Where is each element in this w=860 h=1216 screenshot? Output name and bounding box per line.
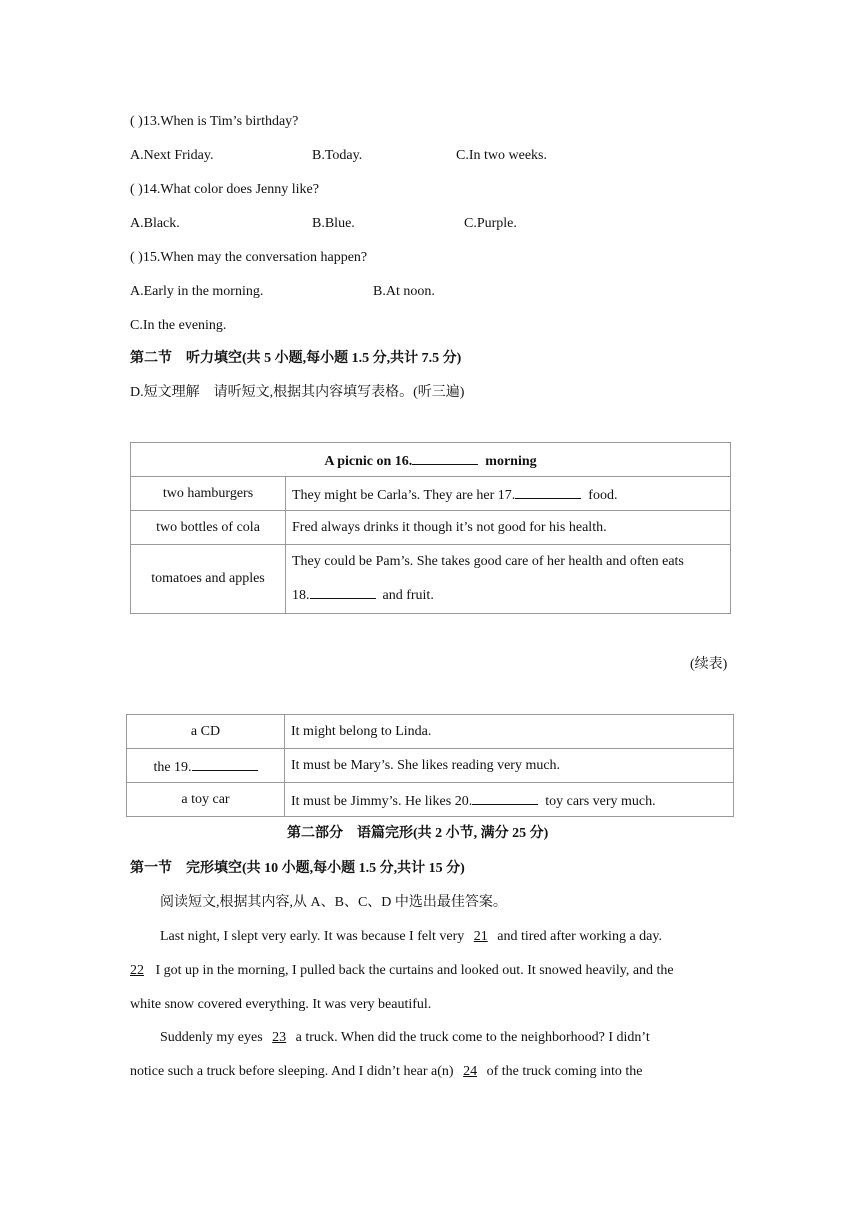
blank-20[interactable] — [472, 790, 538, 805]
desc-text: They might be Carla’s. They are her 17. — [292, 487, 516, 503]
table-continued — [126, 714, 734, 817]
table-row — [131, 477, 731, 511]
part-2-instruction: 阅读短文,根据其内容,从 A、B、C、D 中选出最佳答案。 — [160, 895, 507, 910]
passage-line — [130, 961, 674, 981]
passage-text: Suddenly my eyes — [160, 1030, 263, 1045]
question-13-stem: ( )13.When is Tim’s birthday? — [130, 114, 299, 129]
item-cell — [127, 749, 285, 783]
table-header-row — [131, 443, 731, 477]
q14-option-a[interactable]: A.Black. — [130, 216, 180, 231]
desc-cell: It might belong to Linda. — [285, 715, 734, 749]
item-cell: two hamburgers — [131, 477, 286, 511]
q13-option-c[interactable]: C.In two weeks. — [456, 148, 547, 163]
q15-option-b[interactable]: B.At noon. — [373, 284, 435, 299]
header-pre: A picnic on 16. — [324, 453, 413, 469]
q14-option-b[interactable]: B.Blue. — [312, 216, 355, 231]
section-2-title: 第二节 听力填空(共 5 小题,每小题 1.5 分,共计 7.5 分) — [130, 351, 462, 366]
table-row — [127, 783, 734, 817]
table-row — [127, 715, 734, 749]
continued-label: (续表) — [690, 657, 728, 672]
item-cell: tomatoes and apples — [131, 545, 286, 614]
q13-option-a[interactable]: A.Next Friday. — [130, 148, 214, 163]
desc-cell — [285, 783, 734, 817]
desc-text: It must be Jimmy’s. He likes 20. — [291, 793, 473, 809]
desc-text-post: food. — [588, 487, 618, 503]
blank-17[interactable] — [515, 484, 581, 499]
header-post: morning — [485, 453, 537, 469]
desc-line-2 — [292, 579, 724, 613]
desc-line-1: They could be Pam’s. She takes good care of her health and often eats — [292, 554, 684, 569]
blank-23[interactable]: 23 — [272, 1030, 287, 1045]
q15-option-a[interactable]: A.Early in the morning. — [130, 284, 264, 299]
desc-cell: It must be Mary’s. She likes reading very much. — [285, 749, 734, 783]
passage-text: a truck. When did the truck come to the neighborhood? I didn’t — [295, 1030, 650, 1045]
question-14-stem: ( )14.What color does Jenny like? — [130, 182, 319, 197]
passage-line — [160, 927, 662, 947]
item-cell: a toy car — [127, 783, 285, 817]
blank-21[interactable]: 21 — [473, 929, 488, 944]
passage-text: I got up in the morning, I pulled back the curtains and looked out. It snowed heavily, and the — [155, 963, 674, 978]
passage-text: Last night, I slept very early. It was because I felt very — [160, 929, 465, 944]
desc-text-post: and fruit. — [382, 588, 434, 603]
q13-option-b[interactable]: B.Today. — [312, 148, 363, 163]
blank-18[interactable] — [310, 584, 376, 599]
desc-text: 18. — [292, 588, 310, 603]
table-header — [131, 443, 731, 477]
table-row — [131, 545, 731, 614]
item-cell: two bottles of cola — [131, 511, 286, 545]
passage-line — [130, 1062, 643, 1082]
q14-option-c[interactable]: C.Purple. — [464, 216, 517, 231]
item-text: the 19. — [153, 759, 192, 775]
question-15-stem: ( )15.When may the conversation happen? — [130, 250, 368, 265]
blank-16[interactable] — [412, 450, 478, 465]
passage-text: of the truck coming into the — [486, 1064, 643, 1079]
blank-24[interactable]: 24 — [463, 1064, 478, 1079]
part-2-title: 第二部分 语篇完形(共 2 小节, 满分 25 分) — [287, 826, 549, 841]
table-row — [131, 511, 731, 545]
desc-cell — [286, 477, 731, 511]
passage-line — [160, 1028, 650, 1048]
desc-cell: Fred always drinks it though it’s not good for his health. — [286, 511, 731, 545]
passage-text: and tired after working a day. — [497, 929, 662, 944]
blank-22[interactable]: 22 — [130, 963, 144, 978]
desc-cell — [286, 545, 731, 614]
passage-line: white snow covered everything. It was very beautiful. — [130, 997, 432, 1012]
item-cell: a CD — [127, 715, 285, 749]
part-2-section-1-title: 第一节 完形填空(共 10 小题,每小题 1.5 分,共计 15 分) — [130, 861, 465, 876]
blank-19[interactable] — [192, 756, 258, 771]
desc-text-post: toy cars very much. — [545, 793, 656, 809]
passage-text: notice such a truck before sleeping. And I didn’t hear a(n) — [130, 1064, 454, 1079]
q15-option-c[interactable]: C.In the evening. — [130, 318, 227, 333]
table-row — [127, 749, 734, 783]
table-picnic — [130, 442, 731, 614]
section-2-instruction: D.短文理解 请听短文,根据其内容填写表格。(听三遍) — [130, 385, 465, 400]
